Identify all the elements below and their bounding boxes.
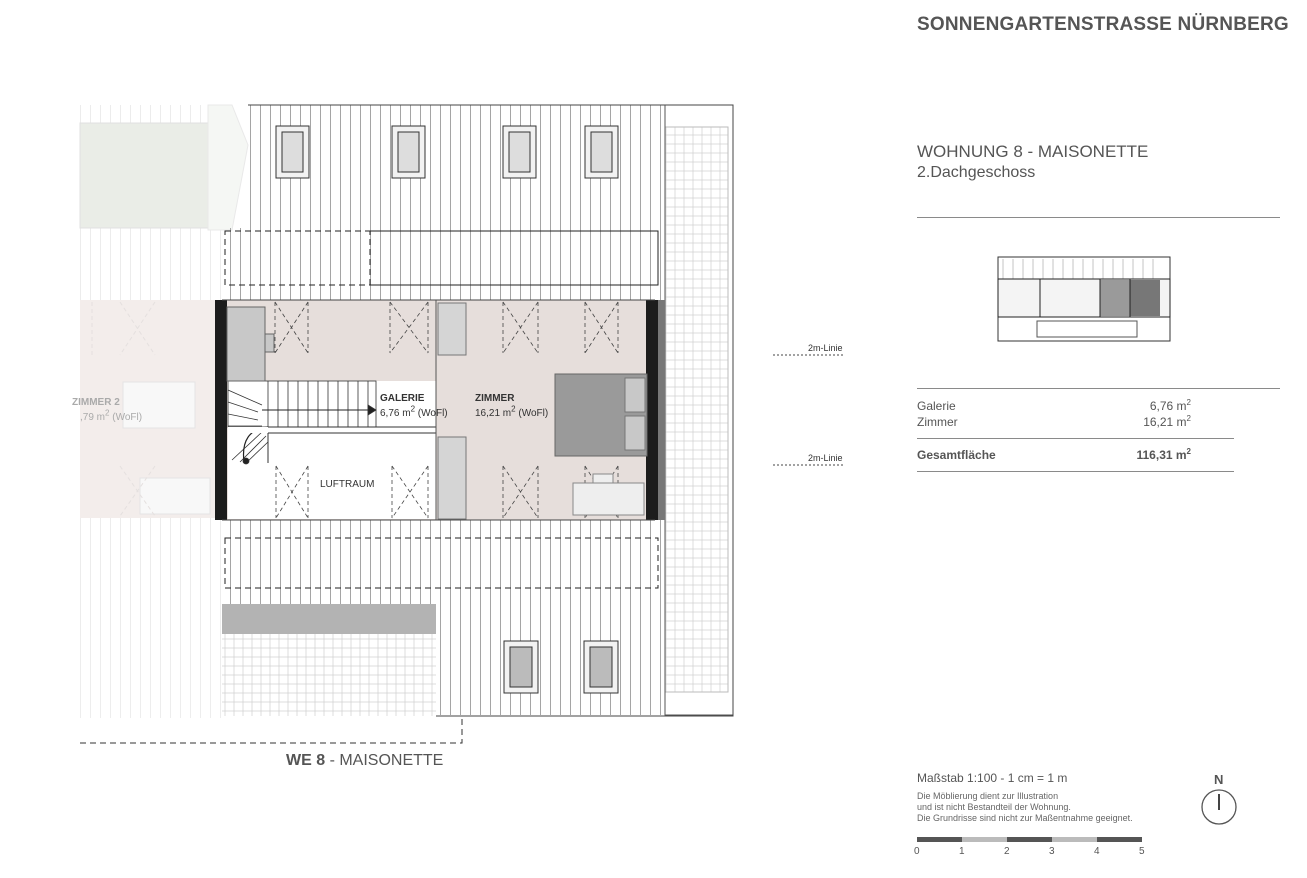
- scale-tick: 0: [914, 846, 920, 857]
- room-galerie-area: 6,76 $m^2$ (WoFl): [380, 404, 448, 419]
- area-total-value: 116,31 $m^2$: [1136, 447, 1191, 462]
- scale-tick: 3: [1049, 846, 1055, 857]
- area-row-galerie-value: 6,76 $m^2$: [1149, 398, 1191, 413]
- room-zimmer2-area: ,79 $m^2$ (WoFl): [80, 408, 143, 423]
- room-zimmer-area: 16,21 $m^2$ (WoFl): [475, 404, 549, 419]
- disclaimer-note: [917, 791, 1177, 824]
- scale-tick: 4: [1094, 846, 1100, 857]
- note-line: Die Grundrisse sind nicht zur Maßentnahme geeignet.: [917, 813, 1133, 823]
- room-zimmer-name: ZIMMER: [475, 393, 515, 404]
- page-title: SONNENGARTENSTRASSE NÜRNBERG: [917, 14, 1289, 35]
- divider: [917, 438, 1234, 439]
- scale-label: Maßstab 1:100 - 1 cm = 1 m: [917, 771, 1068, 785]
- compass-label: N: [1214, 772, 1224, 787]
- unit-title: WOHNUNG 8 - MAISONETTE: [917, 142, 1149, 161]
- linie-label-upper: 2m-Linie: [808, 343, 843, 353]
- divider: [917, 471, 1234, 472]
- area-row-galerie-name: Galerie: [917, 399, 956, 413]
- scale-tick: 5: [1139, 846, 1145, 857]
- area-total-name: Gesamtfläche: [917, 448, 996, 462]
- area-row-zimmer-name: Zimmer: [917, 415, 958, 429]
- scale-bar: [917, 836, 1147, 844]
- scale-tick: 1: [959, 846, 965, 857]
- unit-floor: 2.Dachgeschoss: [917, 164, 1036, 181]
- terrace-right: [665, 127, 728, 692]
- scale-tick: 2: [1004, 846, 1010, 857]
- note-line: Die Möblierung dient zur Illustration: [917, 791, 1059, 801]
- area-row-zimmer-value: 16,21 $m^2$: [1143, 414, 1191, 429]
- bed: [555, 374, 647, 456]
- room-zimmer2-name: ZIMMER 2: [72, 397, 120, 408]
- unit-plan-label: WE 8 - MAISONETTE: [286, 752, 444, 769]
- compass-icon: [1200, 788, 1240, 828]
- room-luftraum-name: LUFTRAUM: [320, 479, 375, 490]
- divider: [917, 217, 1280, 218]
- note-line: und ist nicht Bestandteil der Wohnung.: [917, 802, 1071, 812]
- divider: [917, 388, 1280, 389]
- linie-label-lower: 2m-Linie: [808, 453, 843, 463]
- key-plan: [985, 255, 1185, 355]
- room-galerie-name: GALERIE: [380, 393, 425, 404]
